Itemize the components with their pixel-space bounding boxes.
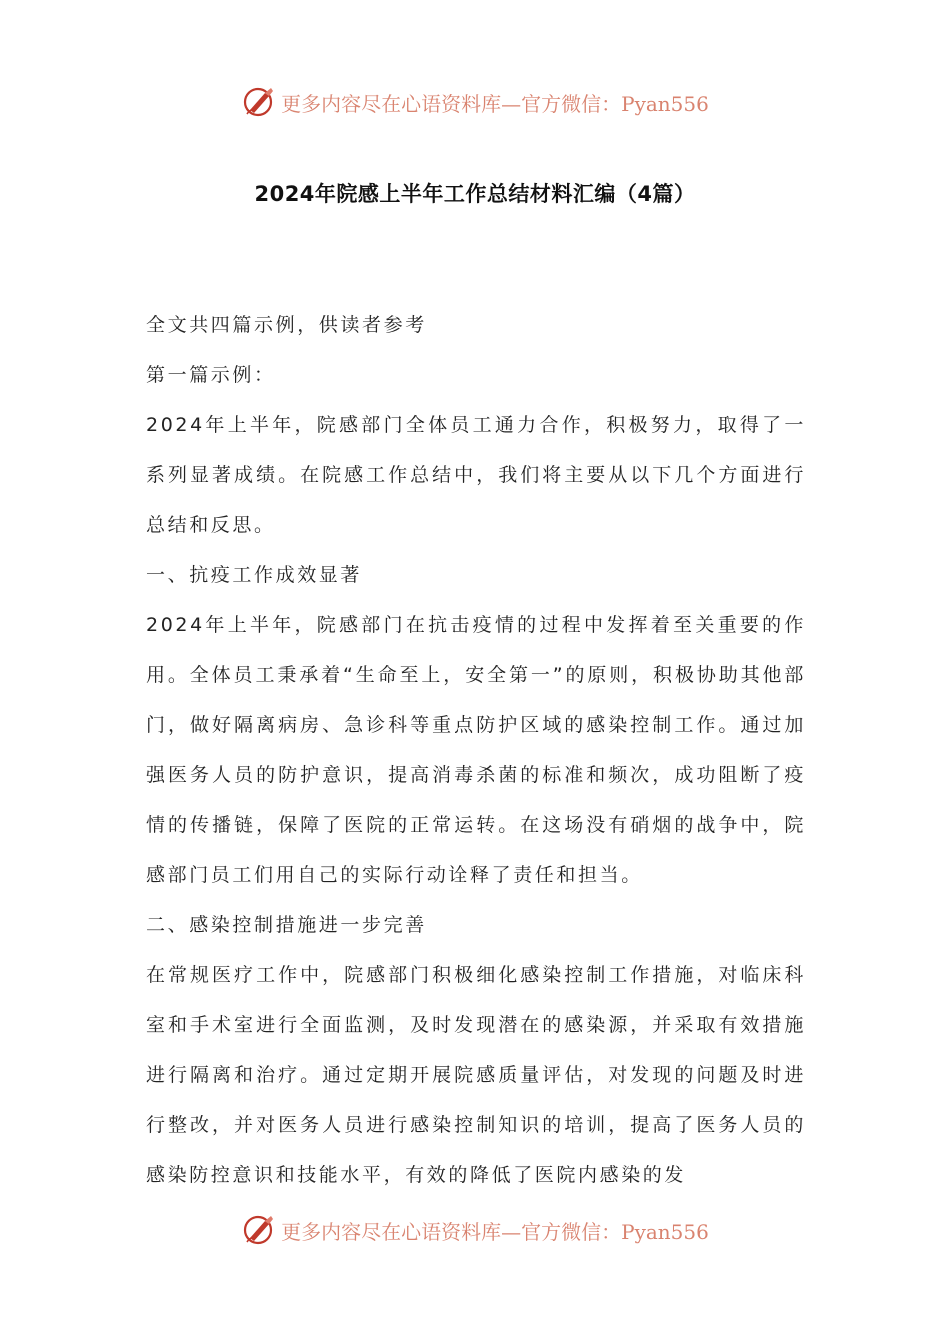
intro-paragraph: 全文共四篇示例，供读者参考 (146, 314, 427, 336)
body-paragraph: 2024年上半年，院感部门全体员工通力合作，积极努力，取得了一系列显著成绩。在院感工作总结中，我们将主要从以下几个方面进行总结和反思。 (146, 414, 806, 536)
section-heading: 二、感染控制措施进一步完善 (146, 914, 427, 936)
pen-logo-icon (241, 1212, 277, 1248)
document-body (146, 300, 806, 1200)
document-title: 2024年院感上半年工作总结材料汇编（4篇） (254, 182, 696, 206)
pen-logo-icon (241, 84, 277, 120)
watermark-text: 更多内容尽在心语资料库—官方微信：Pyan556 (281, 1219, 709, 1244)
footer-watermark (0, 1208, 950, 1252)
section-heading: 一、抗疫工作成效显著 (146, 564, 363, 586)
watermark-text: 更多内容尽在心语资料库—官方微信：Pyan556 (281, 91, 709, 116)
body-paragraph: 2024年上半年，院感部门在抗击疫情的过程中发挥着至关重要的作用。全体员工秉承着“生命至上，安全第一”的原则，积极协助其他部门，做好隔离病房、急诊科等重点防护区域的感染控制工作。通过加强医务人员的防护意识，提高消毒杀菌的标准和频次，成功阻断了疫情的传播链，保障了医院的正常运转。在这场没有硝烟的战争中，院感部门员工们用自己的实际行动诠释了责任和担当。 (146, 614, 806, 886)
body-paragraph: 在常规医疗工作中，院感部门积极细化感染控制工作措施，对临床科室和手术室进行全面监测，及时发现潜在的感染源，并采取有效措施进行隔离和治疗。通过定期开展院感质量评估，对发现的问题及时进行整改，并对医务人员进行感染控制知识的培训，提高了医务人员的感染防控意识和技能水平，有效的降低了医院内感染的发 (146, 964, 806, 1186)
section-label: 第一篇示例： (146, 364, 276, 386)
header-watermark (0, 80, 950, 124)
